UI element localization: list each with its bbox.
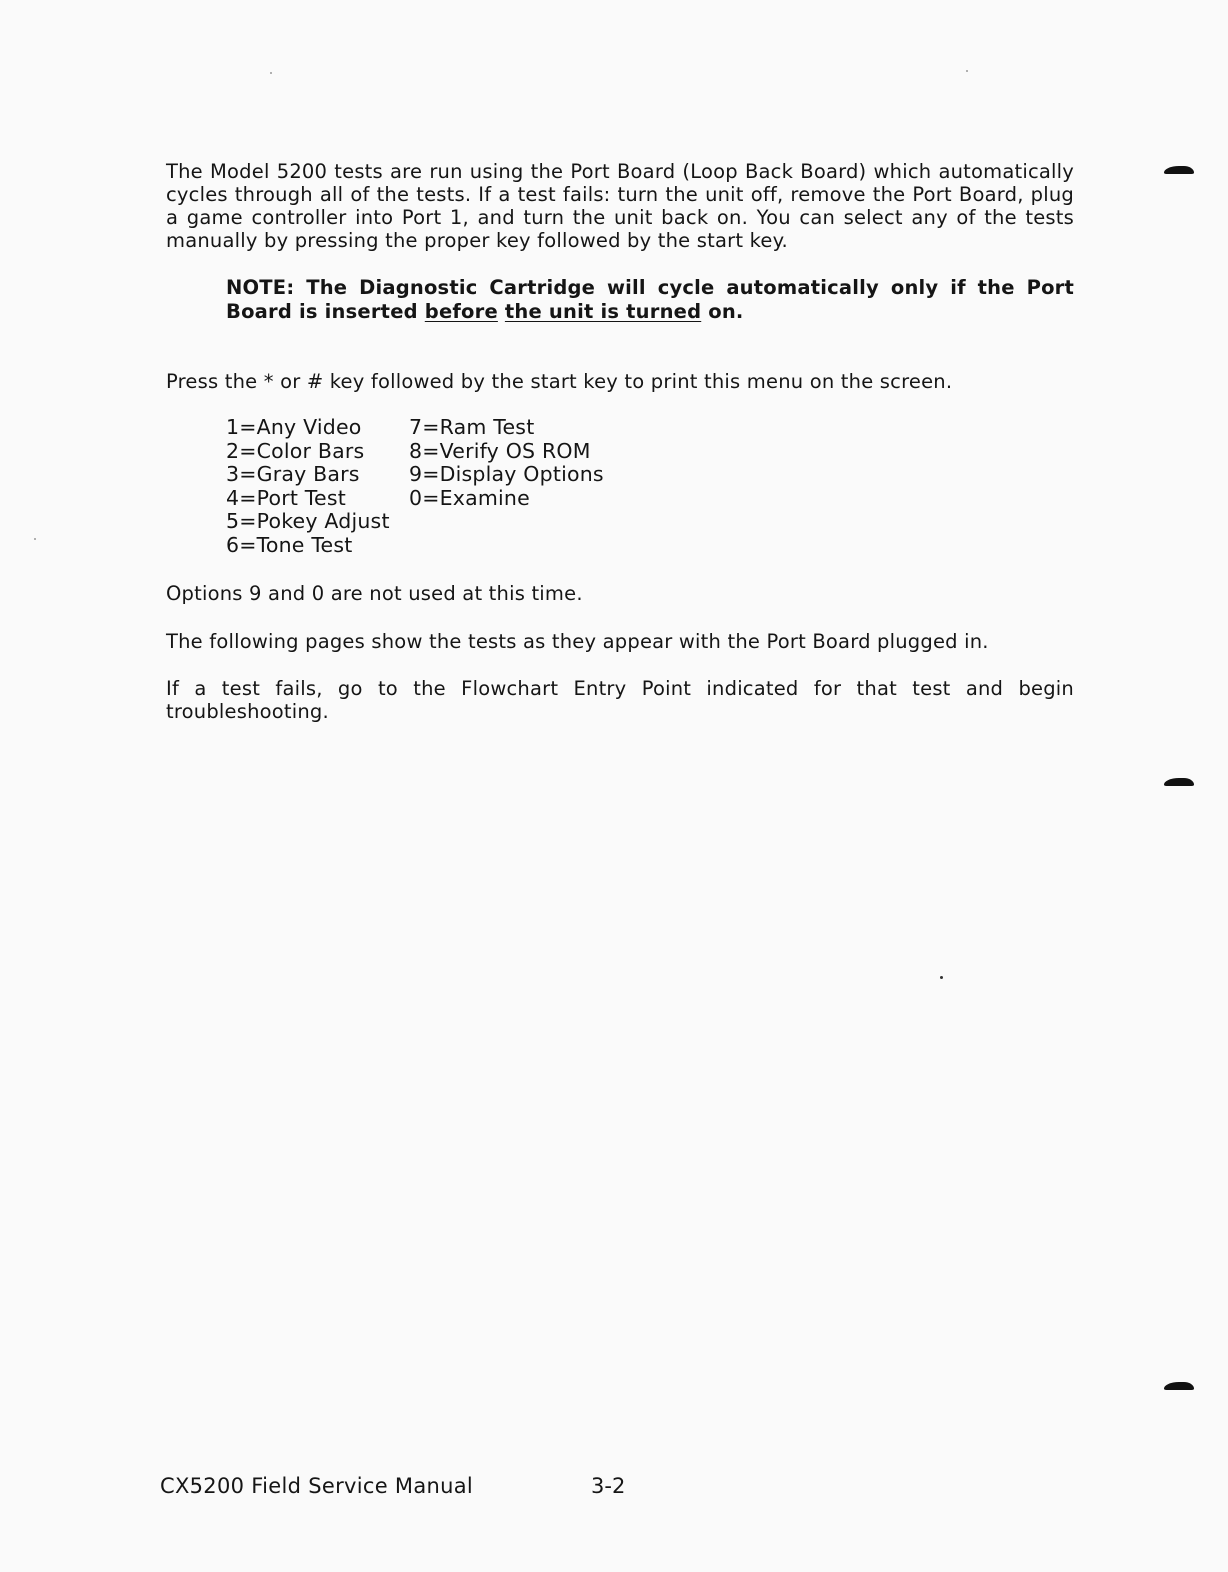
menu-item: 7=Ram Test bbox=[409, 415, 535, 439]
menu-item: 3=Gray Bars bbox=[226, 462, 360, 487]
footer-page-number: 3-2 bbox=[591, 1474, 626, 1498]
scan-speck bbox=[966, 70, 968, 72]
menu-item: 2=Color Bars bbox=[226, 438, 365, 463]
footer-manual-title: CX5200 Field Service Manual bbox=[160, 1474, 474, 1498]
if-test-fails-paragraph: If a test fails, go to the Flowchart Entry Point indicated for that test and begin troubleshooting. bbox=[166, 677, 1074, 723]
scan-speck bbox=[940, 976, 943, 979]
press-key-paragraph: Press the * or # key followed by the start key to print this menu on the screen. bbox=[166, 370, 953, 393]
note-paragraph bbox=[226, 276, 1074, 324]
menu-item: 6=Tone Test bbox=[226, 532, 353, 557]
menu-item: 5=Pokey Adjust bbox=[226, 509, 390, 534]
menu-item: 9=Display Options bbox=[409, 462, 604, 487]
binding-hole-mark bbox=[1164, 1382, 1194, 1390]
options-note-paragraph: Options 9 and 0 are not used at this time. bbox=[166, 582, 583, 605]
menu-item: 8=Verify OS ROM bbox=[409, 438, 591, 463]
menu-item: 1=Any Video bbox=[226, 415, 362, 439]
menu-left-column bbox=[226, 416, 390, 558]
menu-item: 4=Port Test bbox=[226, 485, 346, 510]
binding-hole-mark bbox=[1164, 166, 1194, 174]
intro-paragraph: The Model 5200 tests are run using the Port Board (Loop Back Board) which automatically cycles through all of the tests. If a test fails: turn the unit off, remove the Port Board, plug a game controller into Port 1, and turn the unit back on. You can select any of the tests manually by pressing the proper key followed by the start key. bbox=[166, 160, 1074, 252]
binding-hole-mark bbox=[1164, 778, 1194, 786]
note-prefix: NOTE: The Diagnostic Cartridge will cycle automatically only if the Port Board is inserted bbox=[226, 276, 1074, 323]
menu-right-column bbox=[409, 416, 604, 510]
menu-item: 0=Examine bbox=[409, 485, 530, 510]
scan-speck bbox=[34, 538, 36, 540]
scan-speck bbox=[270, 72, 272, 74]
following-pages-paragraph: The following pages show the tests as they appear with the Port Board plugged in. bbox=[166, 630, 989, 653]
note-underline-before: before bbox=[424, 300, 498, 323]
note-underline-unit-turned: the unit is turned bbox=[504, 300, 702, 323]
note-suffix: on. bbox=[701, 300, 744, 323]
